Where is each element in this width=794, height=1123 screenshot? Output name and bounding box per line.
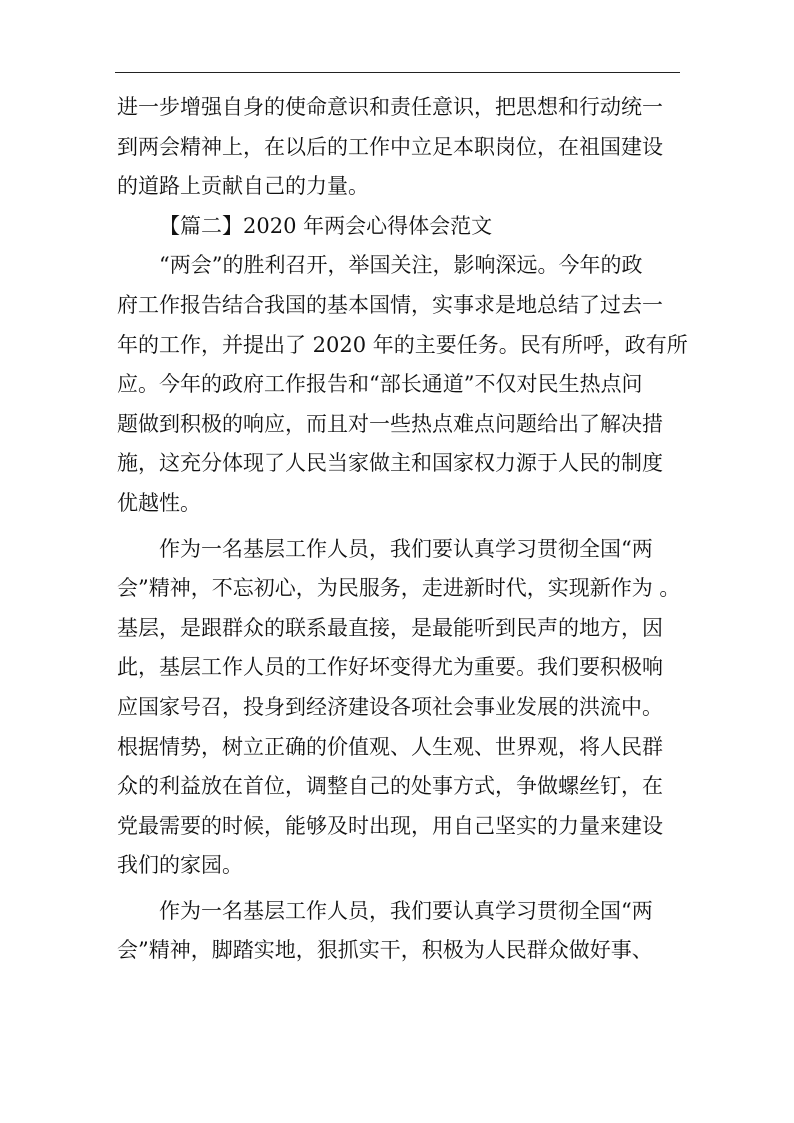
text-line: 施，这充分体现了人民当家做主和国家权力源于人民的制度: [117, 451, 663, 476]
text-line: 优越性。: [117, 490, 201, 515]
text-line: 我们的家园。: [117, 853, 243, 878]
text-line: 进一步增强自身的使命意识和责任意识，把思想和行动统一: [117, 95, 663, 119]
text-line: 题做到积极的响应，而且对一些热点难点问题给出了解决措: [117, 411, 663, 436]
text-line: 党最需要的时候，能够及时出现，用自己坚实的力量来建设: [117, 813, 663, 838]
text-line: 应国家号召，投身到经济建设各项社会事业发展的洪流中。: [117, 694, 663, 719]
text-line: 众的利益放在首位，调整自己的处事方式，争做螺丝钉，在: [117, 774, 663, 799]
text-line: 作为一名基层工作人员，我们要认真学习贯彻全国“两: [159, 536, 653, 561]
text-line: 基层，是跟群众的联系最直接，是最能听到民声的地方，因: [117, 615, 663, 640]
paragraph-practical: [117, 892, 685, 971]
text-line: 根据情势，树立正确的价值观、人生观、世界观，将人民群: [117, 734, 663, 759]
text-line: 会”精神，不忘初心，为民服务，走进新时代，实现新作为 。: [117, 576, 681, 601]
text-line: 府工作报告结合我国的基本国情，实事求是地总结了过去一: [117, 292, 663, 317]
section-heading-text: 【篇二】2020 年两会心得体会范文: [159, 213, 493, 238]
page-body: [117, 88, 688, 971]
text-line: 年的工作，并提出了 2020 年的主要任务。民有所呼，政有所: [117, 332, 688, 357]
paragraph-grassroots: [117, 530, 685, 886]
text-line: 此，基层工作人员的工作好坏变得尤为重要。我们要积极响: [117, 655, 663, 680]
text-line: 到两会精神上，在以后的工作中立足本职岗位，在祖国建设: [117, 134, 663, 159]
text-line: 的道路上贡献自己的力量。: [117, 174, 369, 199]
text-line: “两会”的胜利召开，举国关注，影响深远。今年的政: [159, 253, 643, 278]
text-line: 应。今年的政府工作报告和“部长通道”不仅对民生热点问: [117, 372, 643, 397]
header-rule: [115, 72, 680, 73]
section-heading: [117, 207, 685, 247]
paragraph-intro: [117, 246, 688, 523]
text-line: 作为一名基层工作人员，我们要认真学习贯彻全国“两: [159, 898, 653, 923]
text-line: 会”精神，脚踏实地，狠抓实干，积极为人民群众做好事、: [117, 938, 653, 963]
continuation-paragraph: [117, 88, 685, 207]
